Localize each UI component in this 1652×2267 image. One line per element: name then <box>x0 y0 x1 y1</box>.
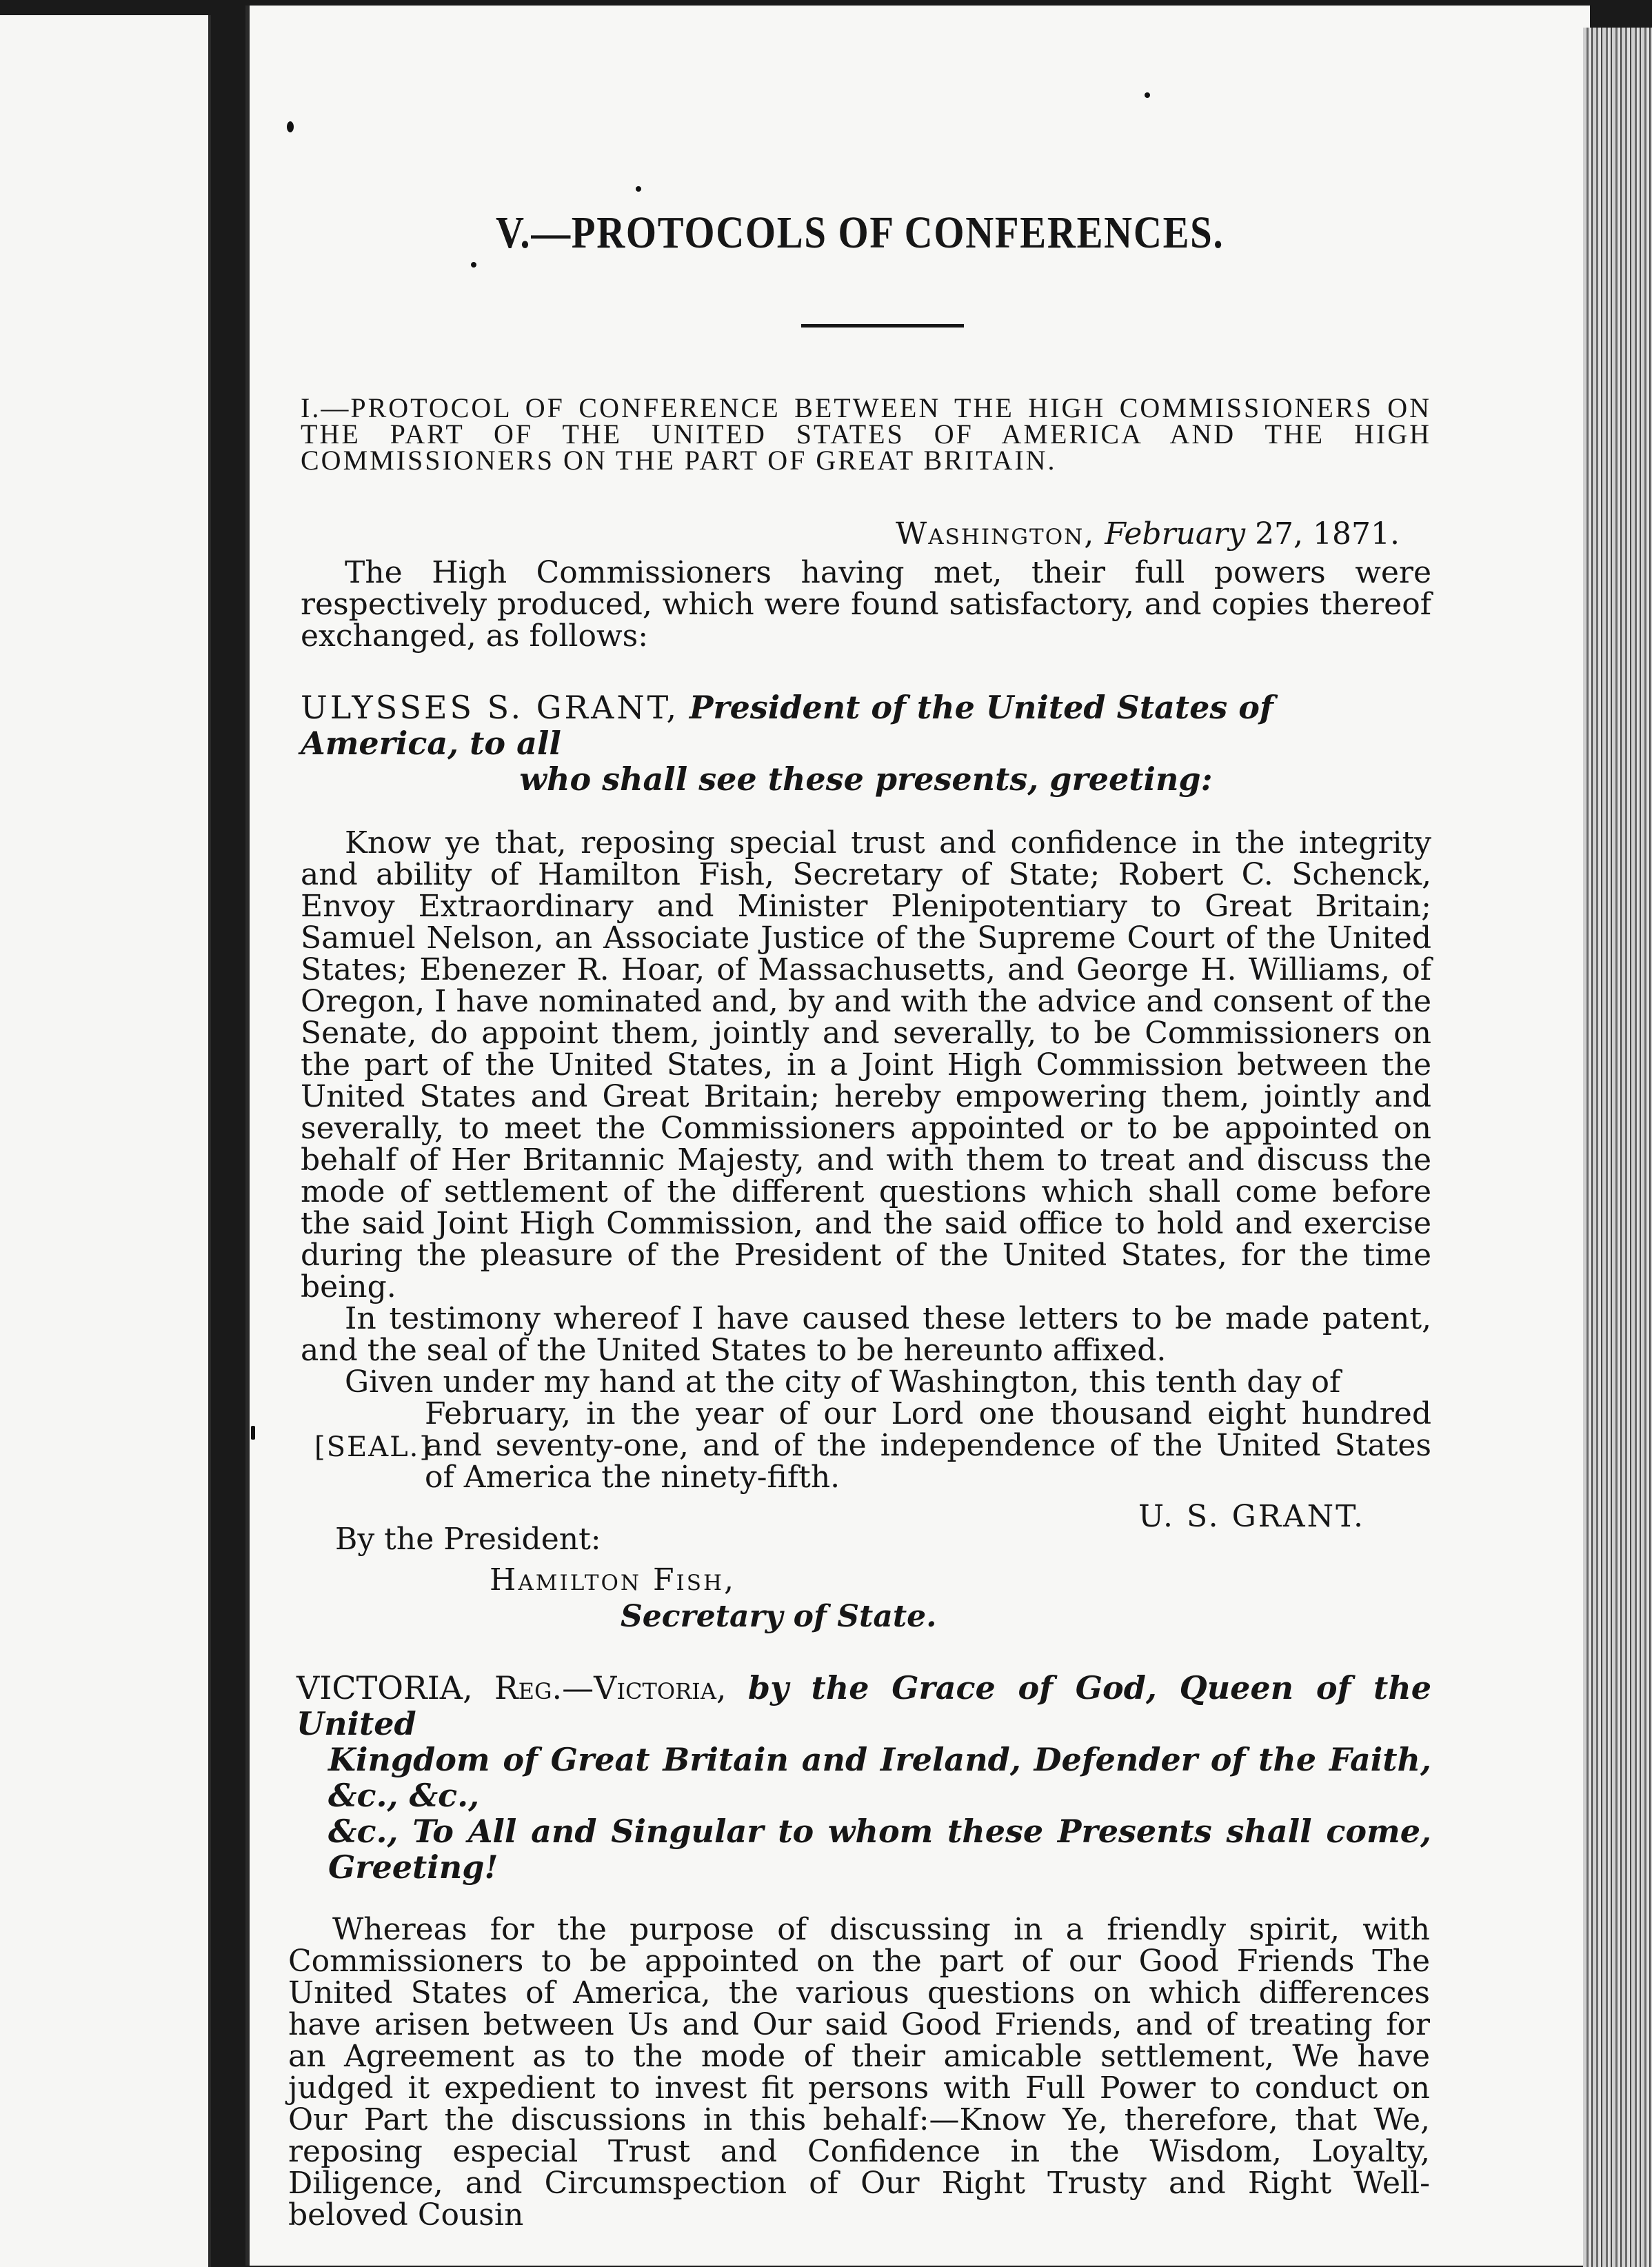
facing-page <box>0 15 211 2267</box>
grant-title-line2: who shall see these presents, greeting: <box>519 760 1213 798</box>
given-first-line: Given under my hand at the city of Washington, this tenth day of <box>345 1364 1341 1400</box>
protocol-heading: I.—PROTOCOL OF CONFERENCE BETWEEN THE HIGH COMMISSIONERS ON THE PART OF THE UNITED STATES OF AMERICA AND THE HIGH COMMISSIONERS ON THE PART OF GREAT BRITAIN. <box>301 392 1431 476</box>
given-rest-text: February, in the year of our Lord one thousand eight hundred and seventy-one, and of the independence of the United States of America the ninety-fifth. <box>425 1396 1431 1495</box>
grant-header <box>269 689 1431 797</box>
given-rest <box>301 1398 1431 1493</box>
grant-title-line1: President of the United States of America, to all <box>301 689 1273 762</box>
page-edges <box>1583 28 1652 2267</box>
victoria-name: VICTORIA, <box>296 1669 473 1706</box>
ink-speck <box>287 121 294 132</box>
know-ye-paragraph: Know ye that, reposing special trust and confidence in the integrity and ability of Hamilton Fish, Secretary of State; Robert C. Schenck, Envoy Extraordinary and Minister Plenipotentiary to Great Britain; Samuel Nelson, an Associate Justice of the Supreme Court of the United States; Ebenezer R. Hoar, of Massachusetts, and George H. Williams, of Oregon, I have nominated and, by and with the advice and consent of the Senate, do appoint them, jointly and severally, to be Commissioners on the part of the United States, in a Joint High Commission between the United States and Great Britain; hereby empowering them, jointly and severally, to meet the Commissioners appointed or to be appointed on behalf of Her Britannic Majesty, and with them to treat and discuss the mode of settlement of the different questions which shall come before the said Joint High Commission, and the said office to hold and exercise during the pleasure of the President of the United States, for the time being. <box>301 825 1431 1304</box>
victoria-line3: &c., To All and Singular to whom these Presents shall come, Greeting! <box>328 1813 1431 1886</box>
ink-speck <box>251 1426 255 1440</box>
secretary-title: Secretary of State. <box>621 1599 937 1634</box>
ink-speck <box>636 186 641 192</box>
whereas-paragraph: Whereas for the purpose of discussing in a friendly spirit, with Commissioners to be appointed on the part of our Good Friends The United States of America, the various questions on which differences have arisen between Us and Our said Good Friends, and of treating for an Agreement as to the mode of their amicable settlement, We have judged it expedient to invest fit persons with Full Power to conduct on Our Part the discussions in this behalf:—Know Ye, therefore, that We, reposing especial Trust and Confidence in the Wisdom, Loyalty, Diligence, and Circumspection of Our Right Trusty and Right Well-beloved Cousin <box>288 1912 1430 2233</box>
date-place: Washington, <box>896 516 1096 552</box>
victoria-line2: Kingdom of Great Britain and Ireland, Defender of the Faith, &c., &c., <box>328 1741 1431 1814</box>
title-rule <box>801 324 964 328</box>
by-president: By the President: <box>335 1522 601 1557</box>
dateline <box>269 516 1427 552</box>
intro-paragraph: The High Commissioners having met, their full powers were respectively produced, which were found satisfactory, and copies thereof exchanged, as follows: <box>301 555 1431 654</box>
grant-name: ULYSSES S. GRANT, <box>301 689 680 726</box>
page-content <box>269 207 1432 2233</box>
date-day-year: 27, 1871. <box>1255 516 1400 552</box>
page-title: V.—PROTOCOLS OF CONFERENCES. <box>496 208 1225 258</box>
victoria-reg: Reg.—Victoria, <box>494 1669 727 1706</box>
secretary-name: Hamilton Fish, <box>490 1562 736 1598</box>
date-month: February <box>1105 516 1246 552</box>
victoria-header <box>296 1670 1431 1885</box>
given-block <box>301 1364 1431 1495</box>
testimony-paragraph: In testimony whereof I have caused these letters to be made patent, and the seal of the United States to be hereunto affixed. <box>301 1301 1431 1368</box>
seal-mark: [SEAL.] <box>314 1431 432 1463</box>
signature: U. S. GRANT. <box>1138 1499 1365 1534</box>
victoria-line1: by the Grace of God, Queen of the United <box>296 1669 1432 1742</box>
ink-speck <box>1145 92 1150 98</box>
